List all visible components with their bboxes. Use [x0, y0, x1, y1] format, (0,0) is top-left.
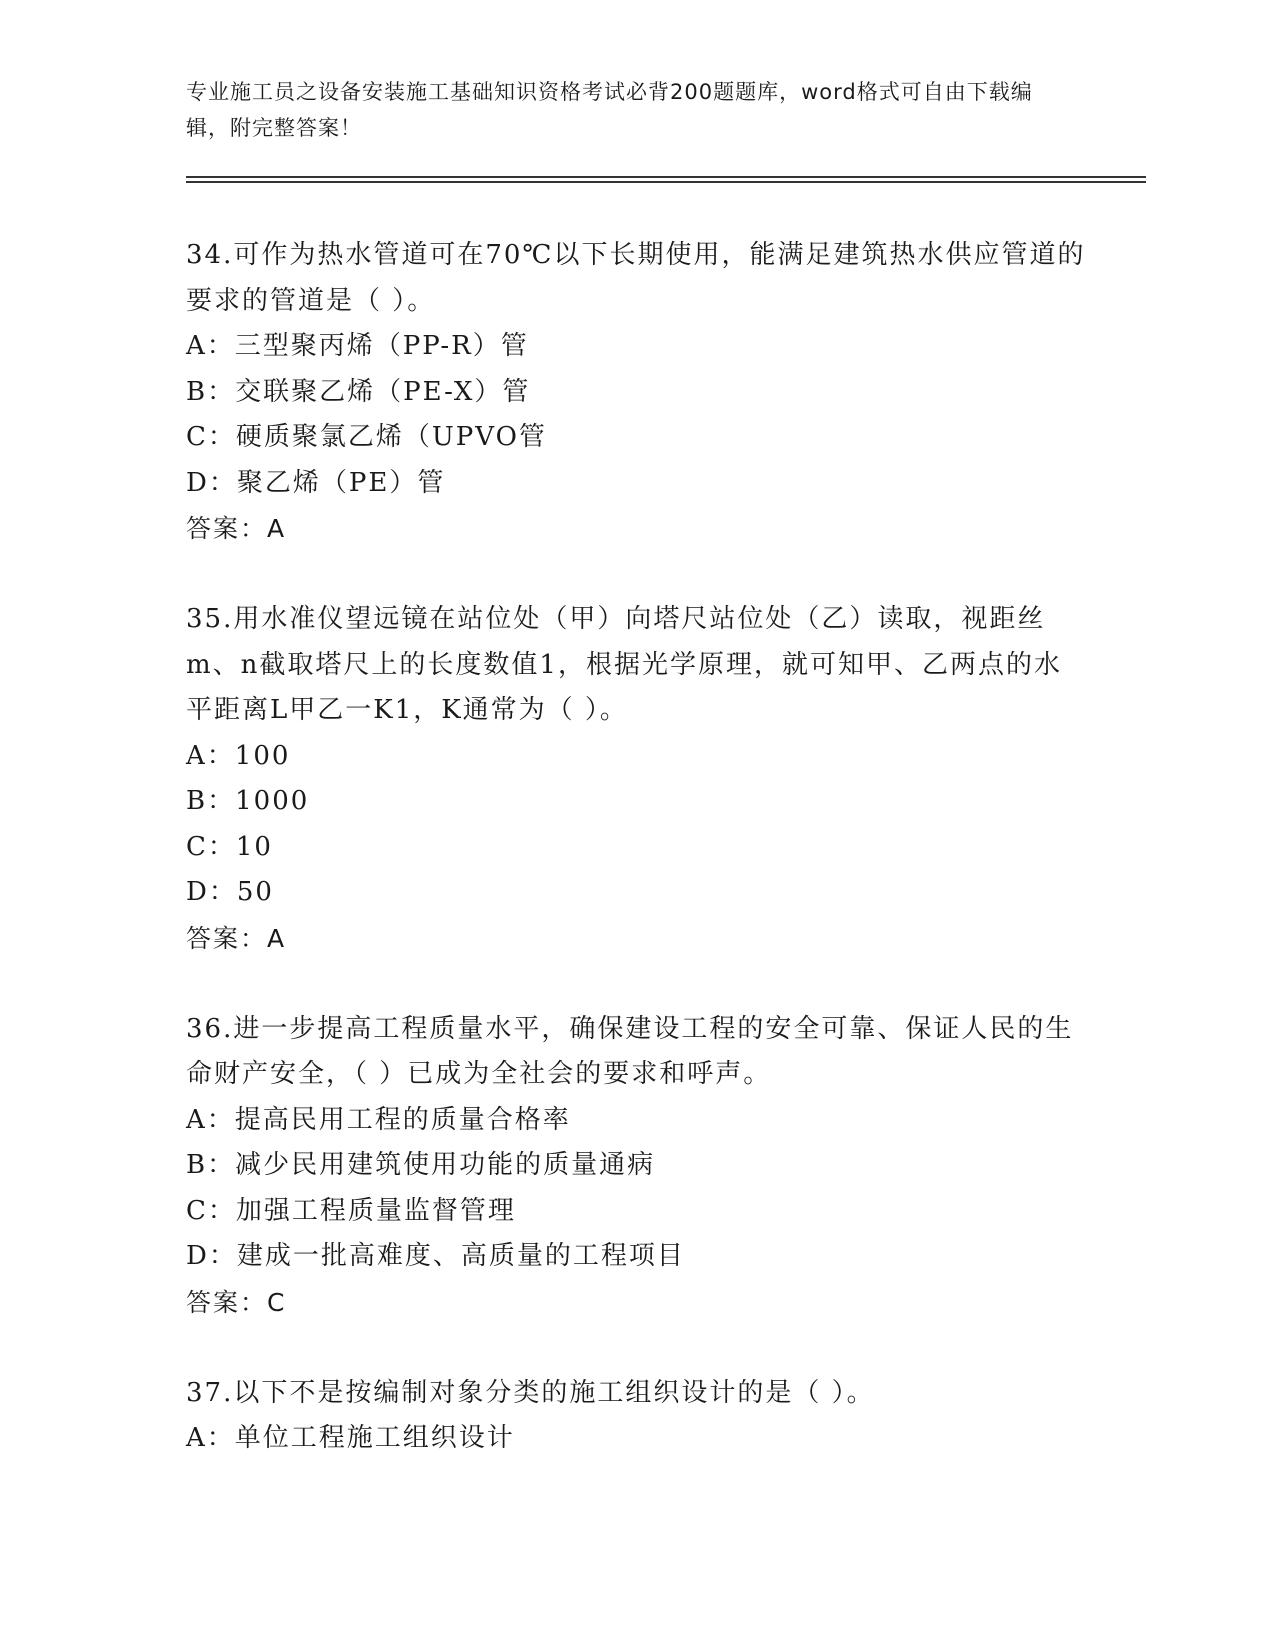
- question-stem: 37.以下不是按编制对象分类的施工组织设计的是（ ）。: [186, 1377, 875, 1408]
- header-divider-top: [186, 176, 1146, 178]
- document-header: 专业施工员之设备安装施工基础知识资格考试必背200题题库，word格式可自由下载编辑，附完整答案！: [186, 80, 1033, 140]
- answer: 答案：A: [186, 923, 287, 953]
- header-divider-bottom: [186, 181, 1146, 183]
- option-a: A：提高民用工程的质量合格率: [186, 1104, 571, 1135]
- option-a: A：三型聚丙烯（PP-R）管: [186, 331, 529, 361]
- option-a: A：100: [186, 740, 291, 771]
- question-stem: 36.进一步提高工程质量水平，确保建设工程的安全可靠、保证人民的生命财产安全，（ ）已成为全社会的要求和呼声。: [186, 1013, 1074, 1089]
- option-c: C：硬质聚氯乙烯（UPVO管: [186, 422, 547, 452]
- answer: 答案：C: [186, 1287, 287, 1317]
- question-list: [186, 233, 1086, 1462]
- question-stem: 35.用水准仪望远镜在站位处（甲）向塔尺站位处（乙）读取，视距丝m、n截取塔尺上的长度数值1，根据光学原理，就可知甲、乙两点的水平距离L甲乙一K1，K通常为（ ）。: [186, 604, 1062, 725]
- option-a: A：单位工程施工组织设计: [186, 1423, 515, 1453]
- option-b: B：1000: [186, 786, 310, 816]
- option-d: D：聚乙烯（PE）管: [186, 467, 446, 498]
- question-34: [186, 233, 1086, 552]
- option-c: C：加强工程质量监督管理: [186, 1195, 516, 1226]
- option-d: D：建成一批高难度、高质量的工程项目: [186, 1241, 685, 1271]
- option-c: C：10: [186, 831, 273, 862]
- question-stem: 34.可作为热水管道可在70℃以下长期使用，能满足建筑热水供应管道的要求的管道是（ ）。: [186, 240, 1086, 316]
- answer: 答案：A: [186, 514, 287, 543]
- question-35: [186, 597, 1086, 961]
- option-d: D：50: [186, 877, 274, 907]
- question-37: [186, 1371, 1086, 1462]
- option-b: B：交联聚乙烯（PE-X）管: [186, 376, 531, 407]
- option-b: B：减少民用建筑使用功能的质量通病: [186, 1150, 656, 1180]
- question-36: [186, 1007, 1086, 1326]
